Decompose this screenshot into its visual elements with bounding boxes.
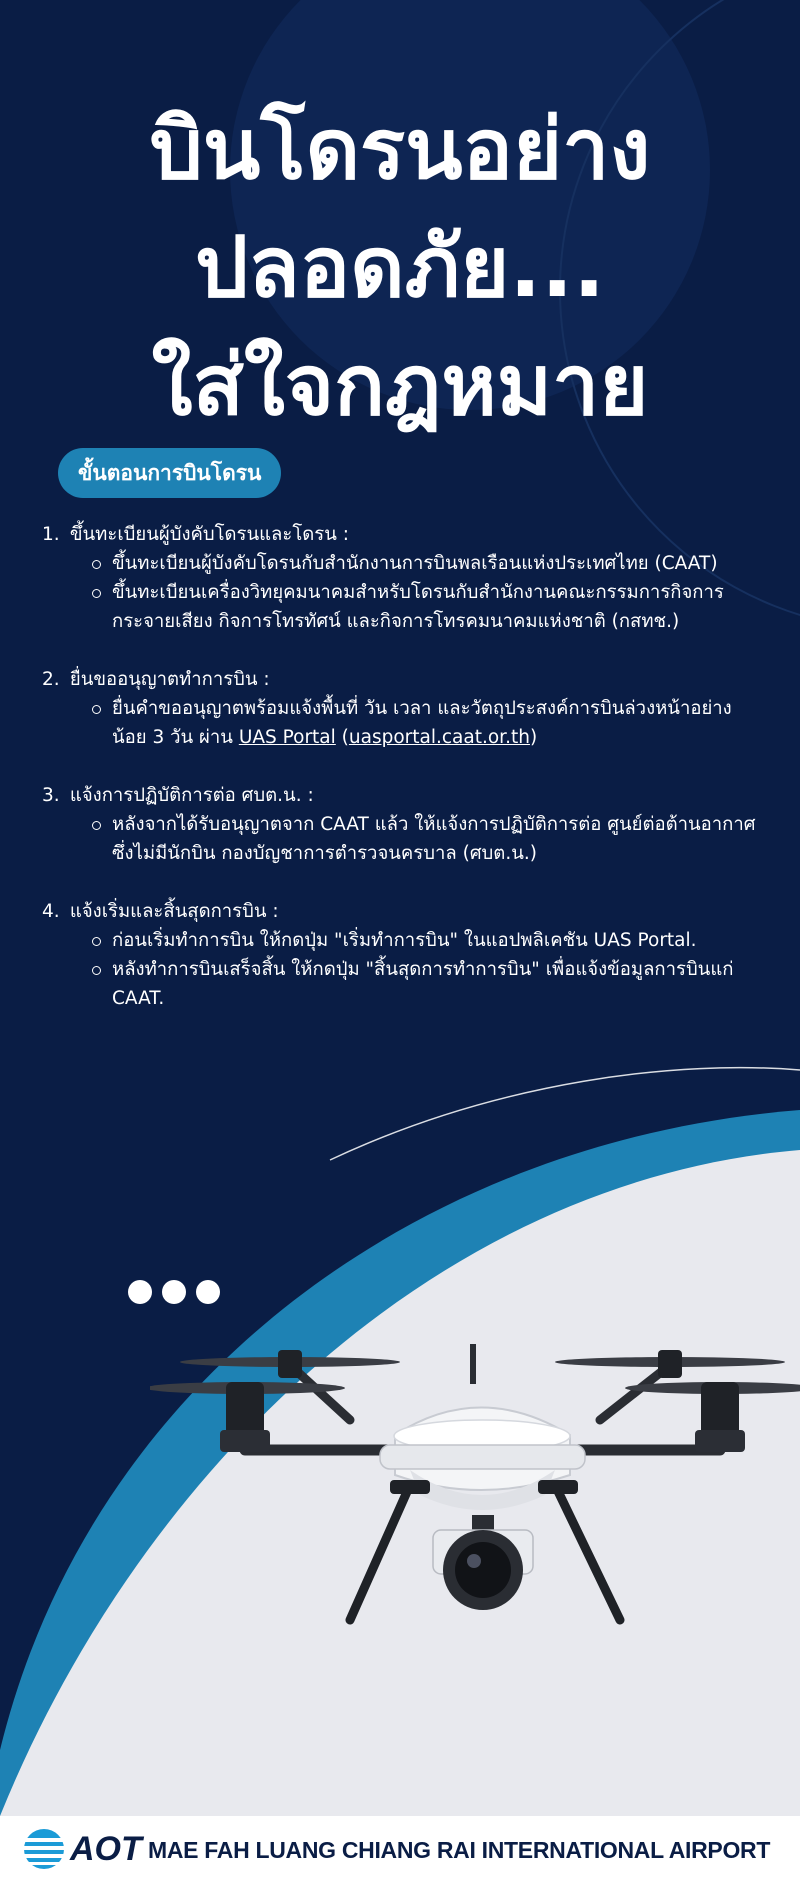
step-bullets xyxy=(42,549,762,636)
step-title: ยื่นขออนุญาตทำการบิน : xyxy=(69,669,270,690)
step-heading xyxy=(42,520,762,549)
step-3 xyxy=(42,781,762,868)
title-line-2: ปลอดภัย... xyxy=(194,218,606,316)
bullet-item xyxy=(112,694,762,752)
step-title: แจ้งเริ่มและสิ้นสุดการบิน : xyxy=(69,901,279,922)
step-heading xyxy=(42,897,762,926)
bullet-item: หลังจากได้รับอนุญาตจาก CAAT แล้ว ให้แจ้งการปฏิบัติการต่อ ศูนย์ต่อต้านอากาศซึ่งไม่มีนักบิน กองบัญชาการตำรวจนครบาล (ศบต.น.) xyxy=(112,810,762,868)
drone-illustration xyxy=(150,1320,800,1680)
dot xyxy=(196,1280,220,1304)
step-bullets xyxy=(42,810,762,868)
paren-open: ( xyxy=(335,727,349,748)
uas-portal-link[interactable]: UAS Portal xyxy=(238,727,336,748)
aot-logo-text: AOT xyxy=(70,1830,142,1868)
step-bullets xyxy=(42,694,762,752)
bullet-item: ขึ้นทะเบียนเครื่องวิทยุคมนาคมสำหรับโดรนกับสำนักงานคณะกรรมการกิจการกระจายเสียง กิจการโทรทัศน์ และกิจการโทรคมนาคมแห่งชาติ (กสทช.) xyxy=(112,578,762,636)
step-bullets xyxy=(42,926,762,1013)
step-title: ขึ้นทะเบียนผู้บังคับโดรนและโดรน : xyxy=(69,524,349,545)
title-line-1: บินโดรนอย่าง xyxy=(149,100,651,198)
paren-close: ) xyxy=(529,727,538,748)
step-2 xyxy=(42,665,762,752)
step-heading xyxy=(42,665,762,694)
footer xyxy=(0,1816,800,1882)
step-title: แจ้งการปฏิบัติการต่อ ศบต.น. : xyxy=(69,785,314,806)
step-number: 2. xyxy=(42,669,60,690)
bullet-item: ก่อนเริ่มทำการบิน ให้กดปุ่ม "เริ่มทำการบิน" ในแอปพลิเคชัน UAS Portal. xyxy=(112,926,762,955)
step-1 xyxy=(42,520,762,636)
step-number: 1. xyxy=(42,524,60,545)
dot xyxy=(128,1280,152,1304)
bullet-text: ยื่นคำขออนุญาตพร้อมแจ้งพื้นที่ วัน เวลา และวัตถุประสงค์การบินล่วงหน้าอย่างน้อย 3 วัน ผ่าน xyxy=(112,698,732,748)
ellipsis-dots-icon xyxy=(128,1280,230,1308)
airport-name: MAE FAH LUANG CHIANG RAI INTERNATIONAL AIRPORT xyxy=(148,1837,771,1863)
dot xyxy=(162,1280,186,1304)
uas-portal-url-link[interactable]: uasportal.caat.or.th xyxy=(348,727,530,748)
steps-list xyxy=(42,520,762,1042)
step-number: 3. xyxy=(42,785,60,806)
bullet-item: ขึ้นทะเบียนผู้บังคับโดรนกับสำนักงานการบินพลเรือนแห่งประเทศไทย (CAAT) xyxy=(112,549,762,578)
bullet-item: หลังทำการบินเสร็จสิ้น ให้กดปุ่ม "สิ้นสุดการทำการบิน" เพื่อแจ้งข้อมูลการบินแก่ CAAT. xyxy=(112,955,762,1013)
step-heading xyxy=(42,781,762,810)
title-line-3: ใส่ใจกฎหมาย xyxy=(151,336,649,434)
step-4 xyxy=(42,897,762,1013)
aot-logo-icon xyxy=(20,1826,68,1872)
main-title xyxy=(0,90,800,444)
section-label: ขั้นตอนการบินโดรน xyxy=(58,448,281,498)
step-number: 4. xyxy=(42,901,60,922)
